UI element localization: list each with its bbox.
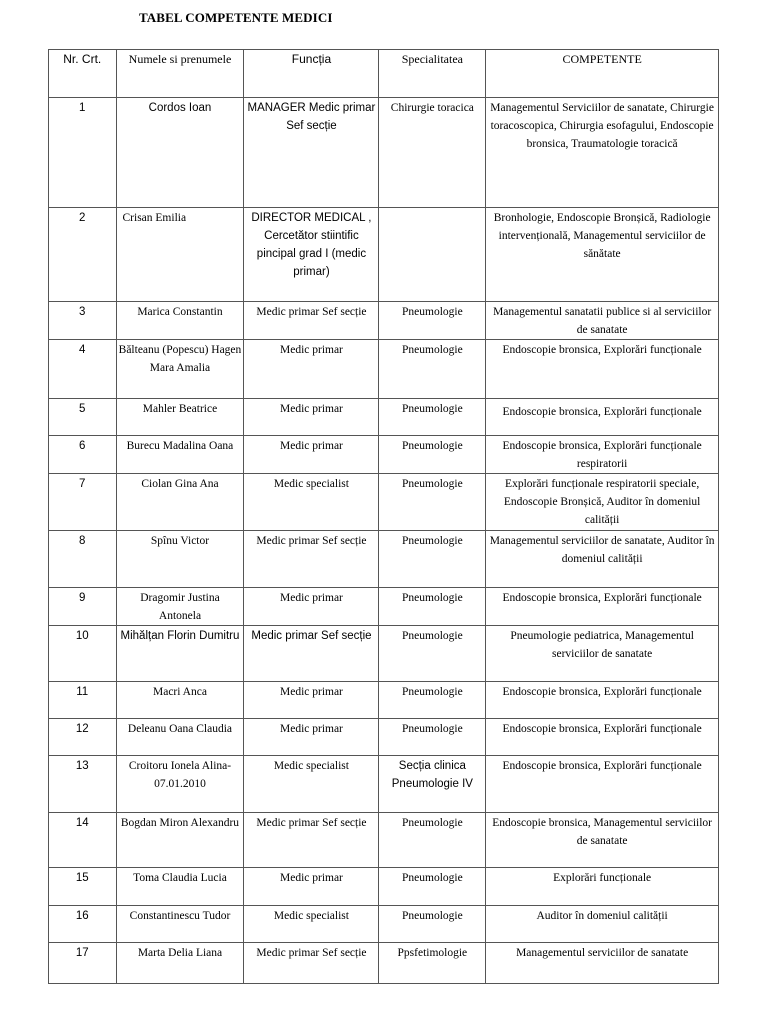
- doctor-name: Ciolan Gina Ana: [116, 474, 244, 531]
- doctor-specialty: Pneumologie: [379, 626, 486, 682]
- doctor-competencies: Auditor în domeniul calității: [486, 906, 719, 943]
- doctor-competencies: Endoscopie bronsica, Explorări funcționale: [486, 682, 719, 719]
- doctor-specialty: Pneumologie: [379, 588, 486, 626]
- doctor-specialty: Chirurgie toracica: [379, 98, 486, 208]
- table-row: [49, 756, 719, 813]
- doctor-specialty: Pneumologie: [379, 682, 486, 719]
- doctor-competencies: Endoscopie bronsica, Explorări funcționale: [486, 340, 719, 399]
- doctor-competencies: Endoscopie bronsica, Explorări funcționale respiratorii: [486, 436, 719, 474]
- table-header-row: [49, 50, 719, 98]
- doctor-function: Medic primar: [244, 719, 379, 756]
- doctor-name: Deleanu Oana Claudia: [116, 719, 244, 756]
- doctor-function: Medic primar: [244, 588, 379, 626]
- doctor-specialty: Pneumologie: [379, 719, 486, 756]
- row-number: 15: [49, 868, 117, 906]
- doctor-competencies: Bronhologie, Endoscopie Bronșică, Radiologie intervențională, Managementul serviciilor de sănătate: [486, 208, 719, 302]
- doctor-name: Mahler Beatrice: [116, 399, 244, 436]
- doctor-name: Toma Claudia Lucia: [116, 868, 244, 906]
- doctor-name: Marica Constantin: [116, 302, 244, 340]
- doctor-competencies: Endoscopie bronsica, Explorări funcționale: [486, 399, 719, 436]
- doctor-function: Medic primar Sef secție: [244, 626, 379, 682]
- doctor-specialty: Pneumologie: [379, 906, 486, 943]
- header-specialty: Specialitatea: [379, 50, 486, 98]
- doctor-competencies: Endoscopie bronsica, Explorări funcționale: [486, 756, 719, 813]
- row-number: 1: [49, 98, 117, 208]
- doctor-competencies: Managementul serviciilor de sanatate, Auditor în domeniul calității: [486, 531, 719, 588]
- doctor-function: DIRECTOR MEDICAL , Cercetător stiintific pincipal grad I (medic primar): [244, 208, 379, 302]
- table-row: [49, 98, 719, 208]
- row-number: 5: [49, 399, 117, 436]
- doctor-function: Medic primar: [244, 399, 379, 436]
- doctor-function: Medic primar: [244, 436, 379, 474]
- table-row: [49, 868, 719, 906]
- table-row: [49, 719, 719, 756]
- row-number: 8: [49, 531, 117, 588]
- doctor-function: Medic primar: [244, 868, 379, 906]
- row-number: 3: [49, 302, 117, 340]
- table-row: [49, 399, 719, 436]
- table-row: [49, 626, 719, 682]
- doctor-function: Medic specialist: [244, 906, 379, 943]
- doctor-name: Croitoru Ionela Alina- 07.01.2010: [116, 756, 244, 813]
- doctor-function: Medic primar Sef secție: [244, 531, 379, 588]
- doctor-name: Burecu Madalina Oana: [116, 436, 244, 474]
- doctor-function: Medic primar Sef secție: [244, 813, 379, 868]
- doctor-specialty: Secția clinica Pneumologie IV: [379, 756, 486, 813]
- doctor-competencies: Managementul Serviciilor de sanatate, Chirurgie toracoscopica, Chirurgia esofagului, Endoscopie bronsica, Traumatologie toracică: [486, 98, 719, 208]
- row-number: 14: [49, 813, 117, 868]
- doctor-name: Marta Delia Liana: [116, 943, 244, 984]
- row-number: 4: [49, 340, 117, 399]
- doctor-function: Medic specialist: [244, 474, 379, 531]
- doctor-competencies: Managementul serviciilor de sanatate: [486, 943, 719, 984]
- doctor-name: Mihălțan Florin Dumitru: [116, 626, 244, 682]
- competencies-table: [48, 49, 719, 984]
- row-number: 2: [49, 208, 117, 302]
- doctor-specialty: Pneumologie: [379, 868, 486, 906]
- doctor-name: Bălteanu (Popescu) Hagen Mara Amalia: [116, 340, 244, 399]
- doctor-function: Medic primar Sef secție: [244, 302, 379, 340]
- header-nr-crt: Nr. Crt.: [49, 50, 117, 98]
- doctor-specialty: Pneumologie: [379, 399, 486, 436]
- table-row: [49, 474, 719, 531]
- document-title: TABEL COMPETENTE MEDICI: [139, 10, 333, 25]
- doctor-name: Crisan Emilia: [116, 208, 244, 302]
- table-row: [49, 588, 719, 626]
- doctor-specialty: Pneumologie: [379, 340, 486, 399]
- doctor-competencies: Managementul sanatatii publice si al serviciilor de sanatate: [486, 302, 719, 340]
- table-row: [49, 436, 719, 474]
- doctor-specialty: Ppsfetimologie: [379, 943, 486, 984]
- table-row: [49, 340, 719, 399]
- table-row: [49, 943, 719, 984]
- doctor-function: Medic primar: [244, 682, 379, 719]
- doctor-competencies: Explorări funcționale: [486, 868, 719, 906]
- row-number: 16: [49, 906, 117, 943]
- doctor-competencies: Explorări funcționale respiratorii speciale, Endoscopie Bronșică, Auditor în domeniul calității: [486, 474, 719, 531]
- row-number: 17: [49, 943, 117, 984]
- doctor-specialty: Pneumologie: [379, 813, 486, 868]
- header-name: Numele si prenumele: [116, 50, 244, 98]
- doctor-name: Spînu Victor: [116, 531, 244, 588]
- doctor-competencies: Endoscopie bronsica, Explorări funcționale: [486, 719, 719, 756]
- header-function: Funcția: [244, 50, 379, 98]
- row-number: 11: [49, 682, 117, 719]
- row-number: 10: [49, 626, 117, 682]
- doctor-competencies: Endoscopie bronsica, Explorări funcționale: [486, 588, 719, 626]
- doctor-competencies: Endoscopie bronsica, Managementul serviciilor de sanatate: [486, 813, 719, 868]
- doctor-function: Medic primar: [244, 340, 379, 399]
- header-competencies: COMPETENTE: [486, 50, 719, 98]
- row-number: 13: [49, 756, 117, 813]
- table-row: [49, 813, 719, 868]
- doctor-specialty: Pneumologie: [379, 474, 486, 531]
- doctor-competencies: Pneumologie pediatrica, Managementul serviciilor de sanatate: [486, 626, 719, 682]
- doctor-name: Dragomir Justina Antonela: [116, 588, 244, 626]
- doctor-name: Constantinescu Tudor: [116, 906, 244, 943]
- doctor-function: Medic specialist: [244, 756, 379, 813]
- doctor-name: Macri Anca: [116, 682, 244, 719]
- row-number: 6: [49, 436, 117, 474]
- doctor-specialty: [379, 208, 486, 302]
- doctor-specialty: Pneumologie: [379, 531, 486, 588]
- table-row: [49, 208, 719, 302]
- table-row: [49, 906, 719, 943]
- table-row: [49, 682, 719, 719]
- doctor-function: MANAGER Medic primar Sef secție: [244, 98, 379, 208]
- row-number: 7: [49, 474, 117, 531]
- doctor-name: Cordos Ioan: [116, 98, 244, 208]
- table-row: [49, 302, 719, 340]
- row-number: 9: [49, 588, 117, 626]
- doctor-specialty: Pneumologie: [379, 436, 486, 474]
- doctor-function: Medic primar Sef secție: [244, 943, 379, 984]
- row-number: 12: [49, 719, 117, 756]
- doctor-specialty: Pneumologie: [379, 302, 486, 340]
- table-row: [49, 531, 719, 588]
- doctor-name: Bogdan Miron Alexandru: [116, 813, 244, 868]
